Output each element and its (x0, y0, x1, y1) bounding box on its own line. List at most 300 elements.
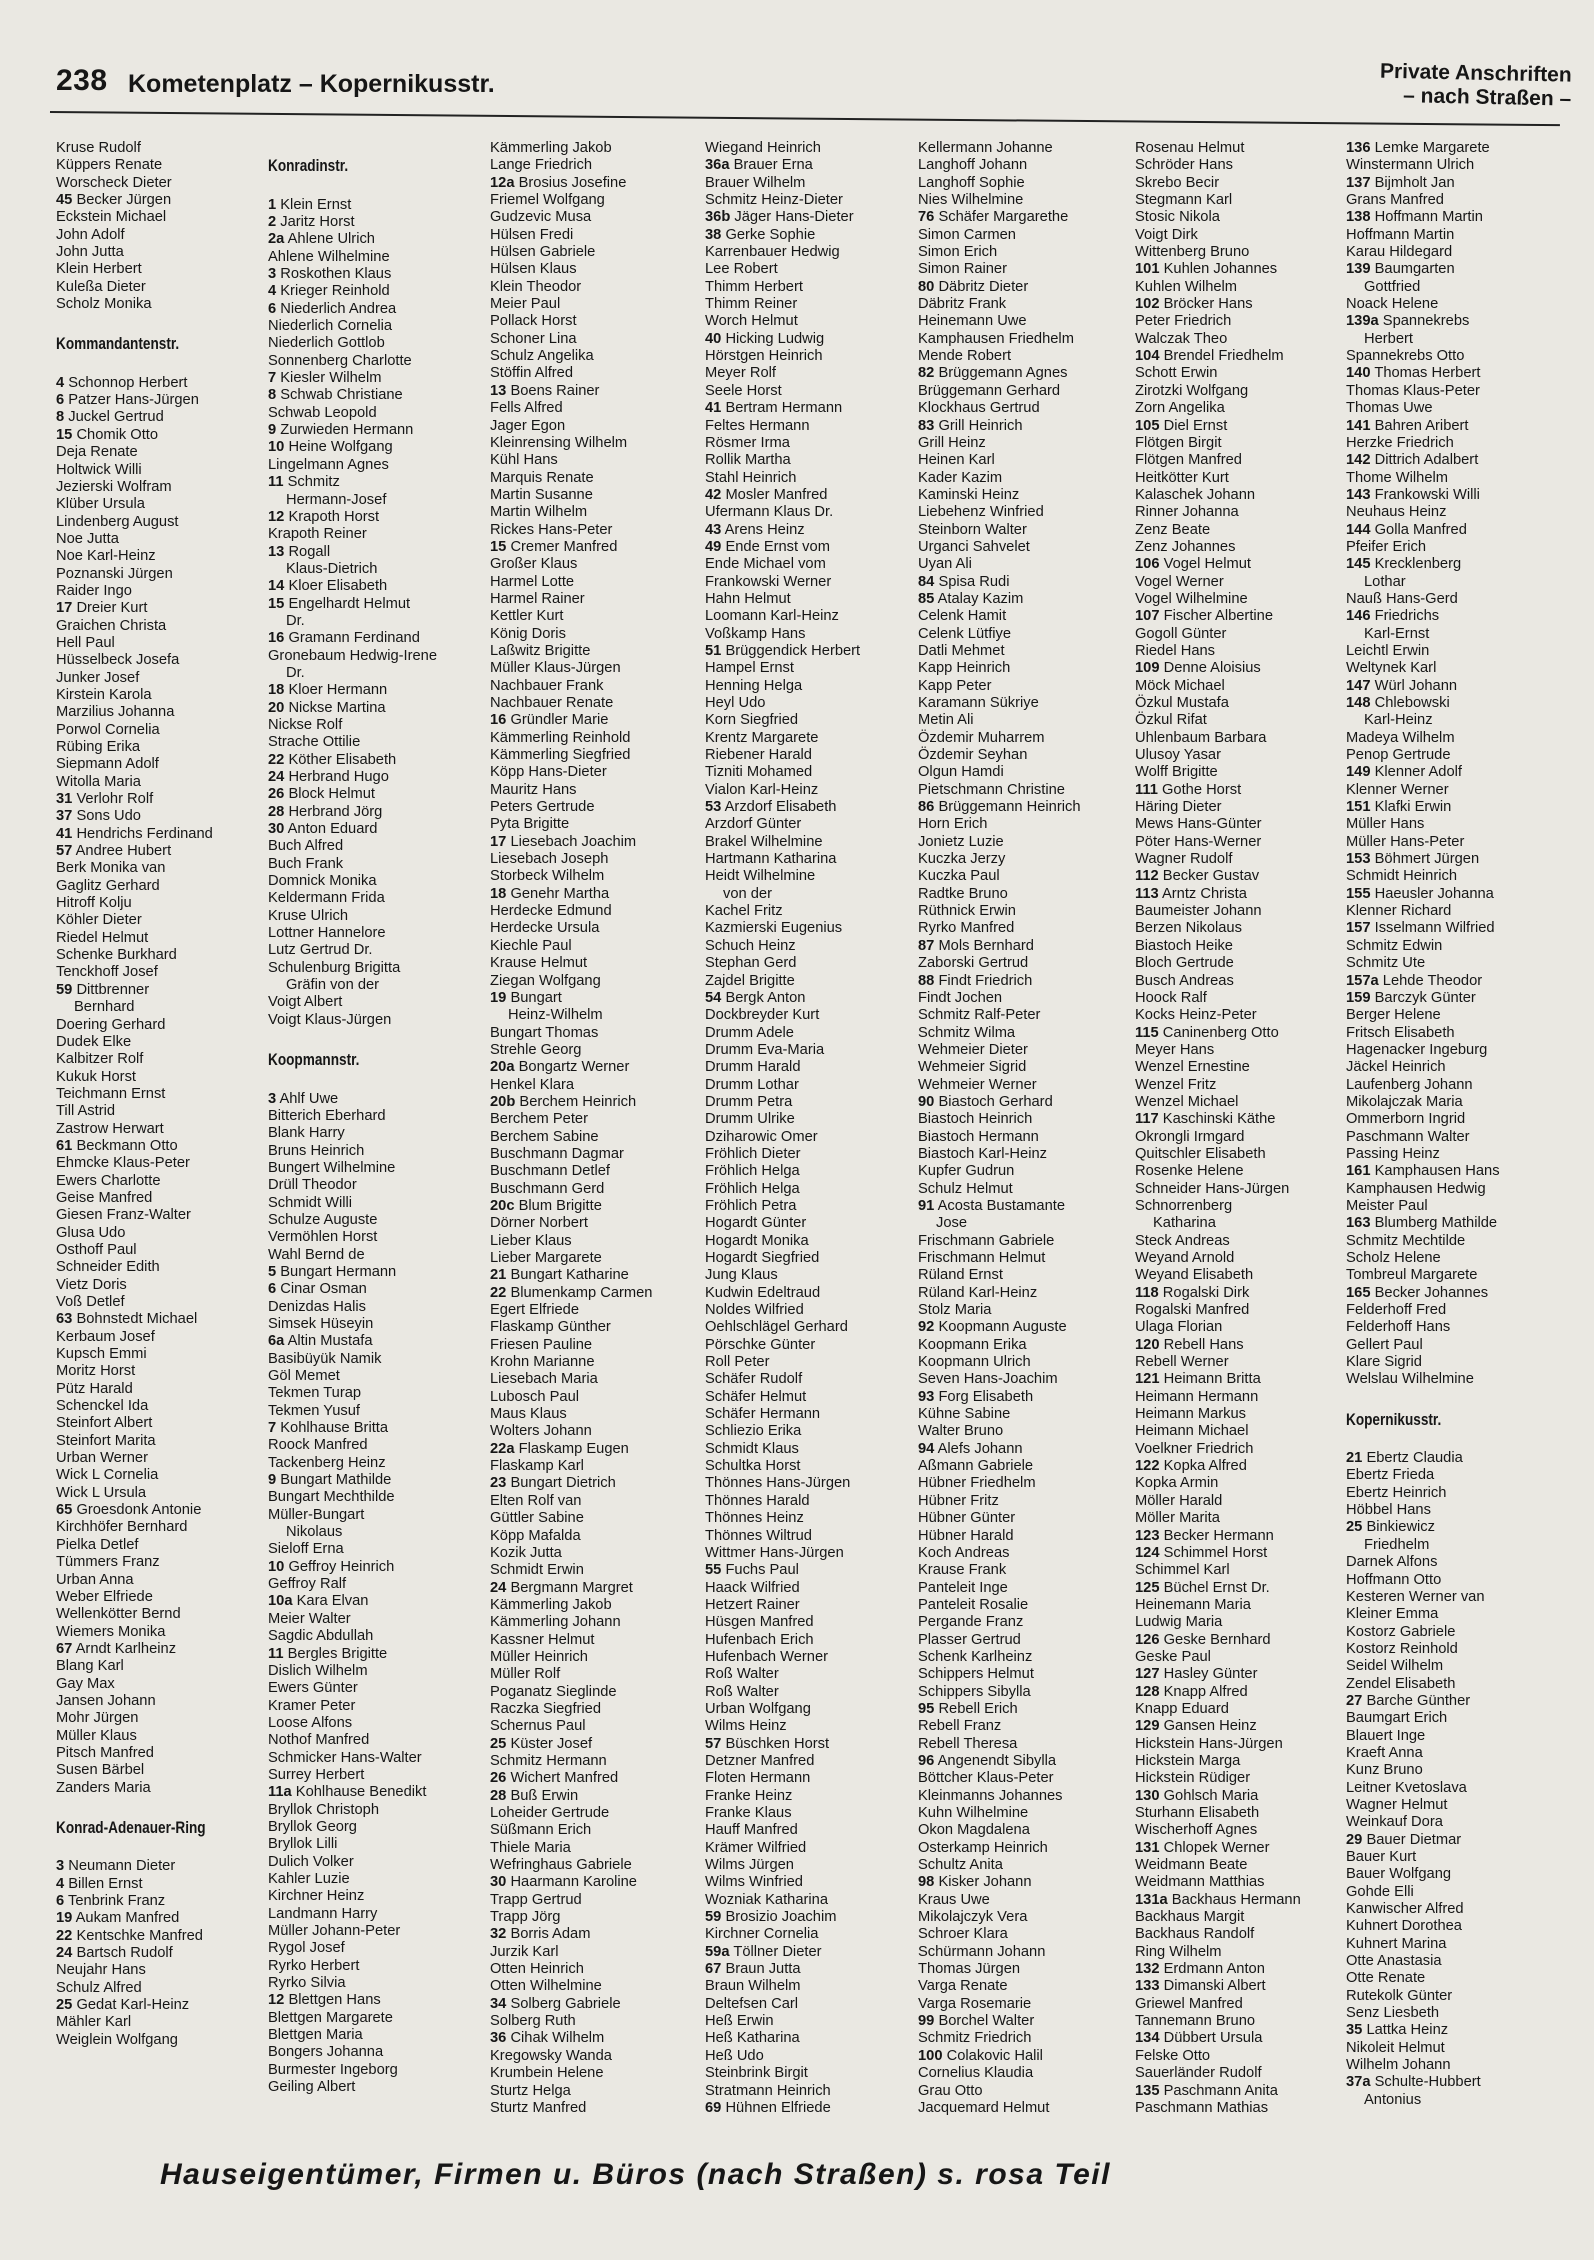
resident-name: Schuch Heinz (705, 937, 796, 954)
directory-entry (56, 409, 266, 426)
resident-name: Böhmert Jürgen (1374, 851, 1480, 868)
resident-name: Franke Klaus (705, 1805, 792, 1821)
house-number: 28 (490, 1787, 507, 1804)
directory-entry (705, 1319, 915, 1336)
resident-name: Stosic Nikola (1135, 209, 1220, 226)
resident-name: Hübner Günter (918, 1510, 1016, 1527)
directory-entry (705, 348, 915, 365)
directory-entry (1346, 973, 1556, 990)
resident-name: Schliezio Erika (705, 1423, 802, 1440)
directory-entry (268, 1472, 478, 1489)
directory-entry (918, 1389, 1128, 1406)
directory-entry (918, 1371, 1128, 1388)
resident-name: Noldes Wilfried (705, 1302, 804, 1319)
directory-entry (490, 1614, 700, 1631)
house-number: 26 (268, 786, 285, 803)
directory-entry (1346, 816, 1556, 833)
resident-name: Schnorrenberg (1135, 1197, 1233, 1214)
house-number: 142 (1346, 452, 1371, 469)
resident-name: Jaritz Horst (280, 214, 355, 231)
directory-entry (1346, 1371, 1556, 1388)
resident-name: Geske Paul (1135, 1648, 1211, 1665)
resident-name: Metin Ali (918, 712, 974, 729)
resident-name: Bloch Gertrude (1135, 955, 1234, 972)
resident-name: Voigt Albert (268, 994, 343, 1011)
resident-name: Biastoch Heinrich (918, 1111, 1033, 1128)
directory-entry (918, 1788, 1128, 1805)
directory-entry (1135, 2048, 1345, 2065)
resident-name: Schäfer Helmut (705, 1388, 807, 1405)
directory-entry (268, 925, 478, 942)
resident-name: Domnick Monika (268, 873, 377, 890)
directory-entry (918, 1025, 1128, 1042)
resident-name: Ahlene Wilhelmine (268, 248, 390, 265)
directory-entry (490, 1285, 700, 1302)
resident-name: Zorn Angelika (1135, 400, 1225, 417)
resident-name: Dudek Elke (56, 1033, 132, 1050)
resident-name: Jansen Johann (56, 1692, 156, 1709)
directory-entry (1346, 591, 1556, 608)
directory-entry (1346, 1354, 1556, 1371)
directory-entry (918, 1632, 1128, 1649)
directory-entry (1346, 487, 1556, 504)
house-number: 18 (268, 682, 285, 699)
directory-entry (705, 1770, 915, 1787)
directory-entry (268, 1160, 478, 1177)
resident-name: Biastoch Hermann (918, 1128, 1039, 1145)
resident-name: Wagner Rudolf (1135, 851, 1233, 868)
directory-entry (490, 209, 700, 226)
directory-entry (490, 1354, 700, 1371)
house-number: 8 (56, 409, 65, 426)
resident-name: Sturhann Elisabeth (1135, 1805, 1260, 1821)
resident-name: Gaglitz Gerhard (56, 877, 160, 894)
resident-name: Meyer Hans (1135, 1041, 1215, 1058)
resident-name: Hickstein Hans-Jürgen (1135, 1735, 1283, 1752)
resident-name: Schernus Paul (490, 1718, 586, 1735)
resident-name: Berger Helene (1346, 1007, 1441, 1024)
directory-entry (490, 1458, 700, 1475)
house-number: 38 (705, 226, 722, 243)
directory-entry (918, 1684, 1128, 1701)
resident-name: Kirchner Heinz (268, 1888, 365, 1905)
house-number: 7 (268, 370, 277, 387)
resident-name: Herzke Friedrich (1346, 434, 1454, 451)
resident-name: Blumenkamp Carmen (510, 1284, 653, 1301)
resident-name: Denizdas Halis (268, 1298, 366, 1315)
resident-name: Anton Eduard (287, 821, 378, 838)
resident-name: Schröder Hans (1135, 157, 1233, 174)
resident-name: Zenz Johannes (1135, 538, 1236, 555)
directory-entry (705, 522, 915, 539)
resident-name: Kazmierski Eugenius (705, 920, 843, 937)
directory-entry (1346, 1467, 1556, 1484)
resident-name: Mols Bernhard (938, 937, 1034, 954)
resident-name: Burmester Ingeborg (268, 2061, 398, 2078)
directory-entry (705, 435, 915, 452)
directory-entry (1135, 1163, 1345, 1180)
resident-name: Scholz Monika (56, 296, 152, 313)
directory-entry (705, 868, 915, 885)
directory-entry (1135, 1788, 1345, 1805)
house-number: 94 (918, 1440, 935, 1457)
resident-name: Lehde Theodor (1382, 972, 1483, 989)
resident-name: Junker Josef (56, 669, 140, 686)
directory-entry (490, 955, 700, 972)
footer-note: Hauseigentümer, Firmen u. Büros (nach Straßen) s. rosa Teil (160, 2158, 1111, 2191)
resident-name: Spannekrebs (1382, 313, 1470, 330)
directory-entry (56, 1242, 266, 1259)
resident-name: Poznanski Jürgen (56, 565, 173, 582)
directory-entry (268, 1507, 478, 1524)
directory-entry (918, 1649, 1128, 1666)
resident-name: Brosizio Joachim (725, 1909, 837, 1926)
directory-entry (705, 1874, 915, 1891)
resident-name: Weyand Arnold (1135, 1250, 1235, 1266)
house-number: 6 (268, 1281, 277, 1298)
resident-name: Hoffmann Martin (1346, 226, 1455, 243)
directory-entry (1135, 1389, 1345, 1406)
directory-entry (705, 1978, 915, 1995)
directory-entry (1346, 2057, 1556, 2074)
directory-entry (918, 1666, 1128, 1683)
directory-entry (918, 643, 1128, 660)
resident-name: Ende Michael vom (705, 556, 826, 573)
directory-entry (1135, 1146, 1345, 1163)
house-number: 22 (490, 1284, 507, 1301)
directory-entry (490, 1753, 700, 1770)
resident-name: Holtwick Willi (56, 461, 142, 478)
resident-name: Arndt Karlheinz (75, 1640, 177, 1657)
resident-name: Fells Alfred (490, 400, 563, 417)
house-number: 59 (56, 981, 73, 998)
resident-name: Lieber Margarete (490, 1250, 602, 1266)
directory-entry (705, 1840, 915, 1857)
house-number: 69 (705, 2099, 722, 2116)
resident-name: Schenckel Ida (56, 1398, 149, 1415)
directory-column-6 (1135, 140, 1345, 2117)
directory-entry (1346, 834, 1556, 851)
directory-entry (56, 1945, 266, 1962)
resident-name: Peters Gertrude (490, 799, 595, 816)
directory-entry (490, 1111, 700, 1128)
directory-entry (56, 462, 266, 479)
resident-name: Haeusler Johanna (1374, 885, 1494, 902)
house-number: 36b (705, 209, 731, 226)
house-number: 16 (268, 630, 285, 647)
resident-name: Rickes Hans-Peter (490, 521, 613, 538)
directory-entry (490, 1961, 700, 1978)
directory-entry (268, 1611, 478, 1628)
house-number: 51 (705, 642, 722, 659)
directory-entry (268, 526, 478, 543)
resident-name: Rosenau Helmut (1135, 140, 1245, 156)
resident-name: Kämmerling Johann (490, 1614, 621, 1631)
directory-entry (268, 214, 478, 231)
directory-entry (490, 1198, 700, 1215)
directory-entry (1346, 1302, 1556, 1319)
directory-entry (1346, 1319, 1556, 1336)
resident-name: Braun Jutta (725, 1961, 801, 1978)
house-number: 20 (268, 699, 285, 716)
resident-name: Kuczka Paul (918, 868, 1000, 885)
directory-entry (1346, 730, 1556, 747)
directory-entry (1346, 1884, 1556, 1901)
directory-entry (490, 1666, 700, 1683)
directory-entry (918, 1267, 1128, 1284)
resident-name: Becker Jürgen (76, 192, 172, 209)
directory-entry (56, 2032, 266, 2049)
directory-entry (1346, 851, 1556, 868)
directory-entry (1346, 955, 1556, 972)
resident-name: Ebertz Frieda (1346, 1467, 1435, 1484)
directory-entry (490, 712, 700, 729)
directory-entry (268, 405, 478, 422)
directory-entry (490, 1822, 700, 1839)
resident-name: Kaminski Heinz (918, 486, 1020, 503)
resident-name: Isselmann Wilfried (1374, 920, 1495, 937)
resident-name: Groesdonk Antonie (76, 1502, 202, 1519)
resident-name: Billen Ernst (68, 1875, 143, 1892)
directory-entry (56, 496, 266, 513)
resident-name: Fröhlich Dieter (705, 1145, 801, 1162)
directory-entry (490, 1632, 700, 1649)
directory-entry (268, 2010, 478, 2027)
resident-name: Hübner Harald (918, 1527, 1014, 1544)
directory-entry (918, 695, 1128, 712)
directory-entry (918, 209, 1128, 226)
directory-entry (490, 695, 700, 712)
resident-name: Blumberg Mathilde (1374, 1215, 1498, 1232)
resident-name: Kloer Hermann (288, 682, 388, 699)
resident-name: Sagdic Abdullah (268, 1628, 374, 1645)
directory-entry (56, 1467, 266, 1484)
house-number: 9 (268, 1472, 277, 1489)
directory-entry (918, 1059, 1128, 1076)
resident-name: Brüggemann Heinrich (938, 799, 1081, 816)
resident-name: Seele Horst (705, 382, 782, 399)
directory-entry (918, 1736, 1128, 1753)
resident-name: Haack Wilfried (705, 1579, 800, 1596)
directory-entry (268, 717, 478, 734)
resident-name: Flötgen Birgit (1135, 434, 1222, 451)
directory-entry (490, 1788, 700, 1805)
resident-name: Hasley Günter (1163, 1666, 1258, 1683)
resident-name: Pörschke Günter (705, 1336, 816, 1353)
directory-entry (268, 1125, 478, 1142)
house-number: 42 (705, 486, 722, 503)
resident-name: Urban Anna (56, 1571, 134, 1588)
resident-name: Gudzevic Musa (490, 209, 592, 226)
directory-entry (56, 1519, 266, 1536)
directory-entry (1135, 1406, 1345, 1423)
directory-entry (56, 1034, 266, 1051)
resident-name: Sturtz Helga (490, 2082, 571, 2099)
resident-name: Voigt Dirk (1135, 226, 1198, 243)
directory-entry (1346, 1502, 1556, 1519)
directory-entry (705, 574, 915, 591)
house-number: 86 (918, 799, 935, 816)
resident-name: Pitsch Manfred (56, 1744, 154, 1761)
directory-entry (268, 752, 478, 769)
resident-name: Seidel Wilhelm (1346, 1658, 1444, 1675)
directory-entry (1346, 1042, 1556, 1059)
directory-entry (705, 1632, 915, 1649)
resident-name: Dimanski Albert (1163, 1978, 1266, 1995)
resident-name: Dislich Wilhelm (268, 1662, 368, 1679)
resident-name: Wehmeier Dieter (918, 1041, 1028, 1058)
resident-name: Thönnes Hans-Jürgen (705, 1475, 851, 1492)
resident-name: Klüber Ursula (56, 496, 145, 513)
directory-entry (1135, 1892, 1345, 1909)
resident-name: Tekmen Yusuf (268, 1402, 360, 1419)
directory-entry (268, 873, 478, 890)
resident-name: Drumm Lothar (705, 1076, 799, 1093)
house-number: 155 (1346, 885, 1371, 902)
house-number: 12 (268, 1992, 285, 2009)
house-number: 17 (490, 833, 507, 850)
directory-column-1 (56, 140, 266, 2049)
section-title-line-2: – nach Straßen – (1402, 84, 1572, 111)
directory-entry (705, 279, 915, 296)
resident-name: Tenbrink Franz (68, 1893, 166, 1909)
house-number: 20b (490, 1093, 516, 1110)
directory-entry (56, 1311, 266, 1328)
resident-name: Wellenkötter Bernd (56, 1606, 181, 1623)
directory-entry (490, 1371, 700, 1388)
resident-name: Dockbreyder Kurt (705, 1007, 820, 1024)
resident-name: Ende Ernst vom (725, 538, 830, 555)
resident-name: Zendel Elisabeth (1346, 1675, 1456, 1692)
directory-entry (1135, 834, 1345, 851)
resident-name: Buschmann Dagmar (490, 1145, 624, 1162)
directory-entry (490, 157, 700, 174)
directory-entry (490, 313, 700, 330)
house-number: 54 (705, 989, 722, 1006)
resident-name: Noack Helene (1346, 296, 1439, 313)
directory-entry (1346, 157, 1556, 174)
directory-entry (705, 1493, 915, 1510)
directory-entry (490, 1146, 700, 1163)
directory-entry (56, 791, 266, 808)
directory-entry (1346, 1572, 1556, 1589)
resident-name: Blettgen Maria (268, 2027, 363, 2044)
directory-entry (705, 140, 915, 157)
resident-name: Kregowsky Wanda (490, 2047, 612, 2064)
resident-name: Chomik Otto (76, 426, 159, 443)
directory-entry (1135, 1562, 1345, 1579)
directory-column-5 (918, 140, 1128, 2117)
directory-entry (1135, 782, 1345, 799)
resident-name: Kalbitzer Rolf (56, 1051, 144, 1068)
resident-name: Hufenbach Werner (705, 1648, 829, 1665)
directory-entry (705, 209, 915, 226)
directory-entry (1346, 920, 1556, 937)
directory-entry (268, 1784, 478, 1801)
resident-name: Ewers Günter (268, 1680, 358, 1697)
house-number: 115 (1135, 1024, 1159, 1041)
directory-entry (490, 1718, 700, 1735)
resident-name: Köhler Dieter (56, 912, 142, 929)
resident-name: Paschmann Walter (1346, 1128, 1470, 1145)
resident-name: Kiechle Paul (490, 937, 572, 954)
directory-entry (918, 1458, 1128, 1475)
directory-entry (1135, 157, 1345, 174)
resident-name: Kaschinski Käthe (1162, 1111, 1276, 1128)
resident-name: Paschmann Mathias (1135, 2099, 1269, 2116)
directory-entry (1346, 1519, 1556, 1536)
resident-name: Laufenberg Johann (1346, 1076, 1473, 1093)
directory-entry (1346, 192, 1556, 209)
resident-name: Kämmerling Jakob (490, 1596, 612, 1613)
resident-name: Rüthnick Erwin (918, 903, 1016, 920)
resident-name: Hübner Friedhelm (918, 1475, 1036, 1492)
entry-continuation: Gottfried (1364, 278, 1421, 295)
resident-name: Kloer Elisabeth (288, 578, 388, 595)
resident-name: Klafki Erwin (1374, 799, 1452, 816)
resident-name: Bryllok Georg (268, 1818, 357, 1835)
resident-name: Kachel Fritz (705, 903, 783, 920)
directory-entry (268, 1593, 478, 1610)
directory-entry (1346, 1146, 1556, 1163)
resident-name: Thomas Klaus-Peter (1346, 382, 1480, 399)
resident-name: Solberg Ruth (490, 2013, 576, 2030)
resident-name: Kraus Uwe (918, 1891, 990, 1908)
directory-entry (490, 192, 700, 209)
directory-entry (918, 903, 1128, 920)
resident-name: Schippers Sibylla (918, 1683, 1031, 1700)
resident-name: Thönnes Heinz (705, 1510, 804, 1527)
directory-entry (1135, 1181, 1345, 1198)
directory-entry (490, 1094, 700, 1111)
directory-entry (918, 1580, 1128, 1597)
directory-entry (56, 1780, 266, 1797)
resident-name: Madeya Wilhelm (1346, 729, 1455, 746)
resident-name: Siepmann Adolf (56, 756, 159, 773)
resident-name: Schmicker Hans-Walter (268, 1749, 422, 1766)
directory-entry (1135, 1267, 1345, 1284)
resident-name: Brüggemann Gerhard (918, 382, 1061, 399)
directory-entry (1346, 1163, 1556, 1180)
resident-name: Backhaus Margit (1135, 1909, 1245, 1926)
resident-name: Kassner Helmut (490, 1631, 595, 1648)
resident-name: Felderhoff Hans (1346, 1319, 1451, 1336)
directory-entry (705, 695, 915, 712)
resident-name: Stratmann Heinrich (705, 2082, 831, 2099)
directory-entry (918, 816, 1128, 833)
resident-name: Schroer Klara (918, 1926, 1008, 1943)
resident-name: Heß Katharina (705, 2030, 800, 2047)
resident-name: Weiglein Wolfgang (56, 2031, 178, 2048)
resident-name: Sons Udo (76, 808, 141, 825)
house-number: 11a (268, 1784, 292, 1801)
directory-entry (705, 365, 915, 382)
resident-name: Rebell Theresa (918, 1735, 1018, 1752)
resident-name: Kalaschek Johann (1135, 486, 1256, 503)
directory-entry (705, 990, 915, 1007)
directory-entry (1346, 1025, 1556, 1042)
resident-name: Schippers Helmut (918, 1666, 1034, 1683)
house-number: 127 (1135, 1666, 1160, 1683)
resident-name: Töllner Dieter (733, 1943, 822, 1960)
directory-entry (490, 1684, 700, 1701)
directory-entry (918, 1978, 1128, 1995)
resident-name: John Jutta (56, 244, 124, 261)
house-number: 57 (705, 1735, 722, 1752)
directory-column-2 (268, 140, 478, 2096)
resident-name: Niederlich Gottlob (268, 335, 385, 352)
resident-name: Schmidt Heinrich (1346, 868, 1458, 885)
